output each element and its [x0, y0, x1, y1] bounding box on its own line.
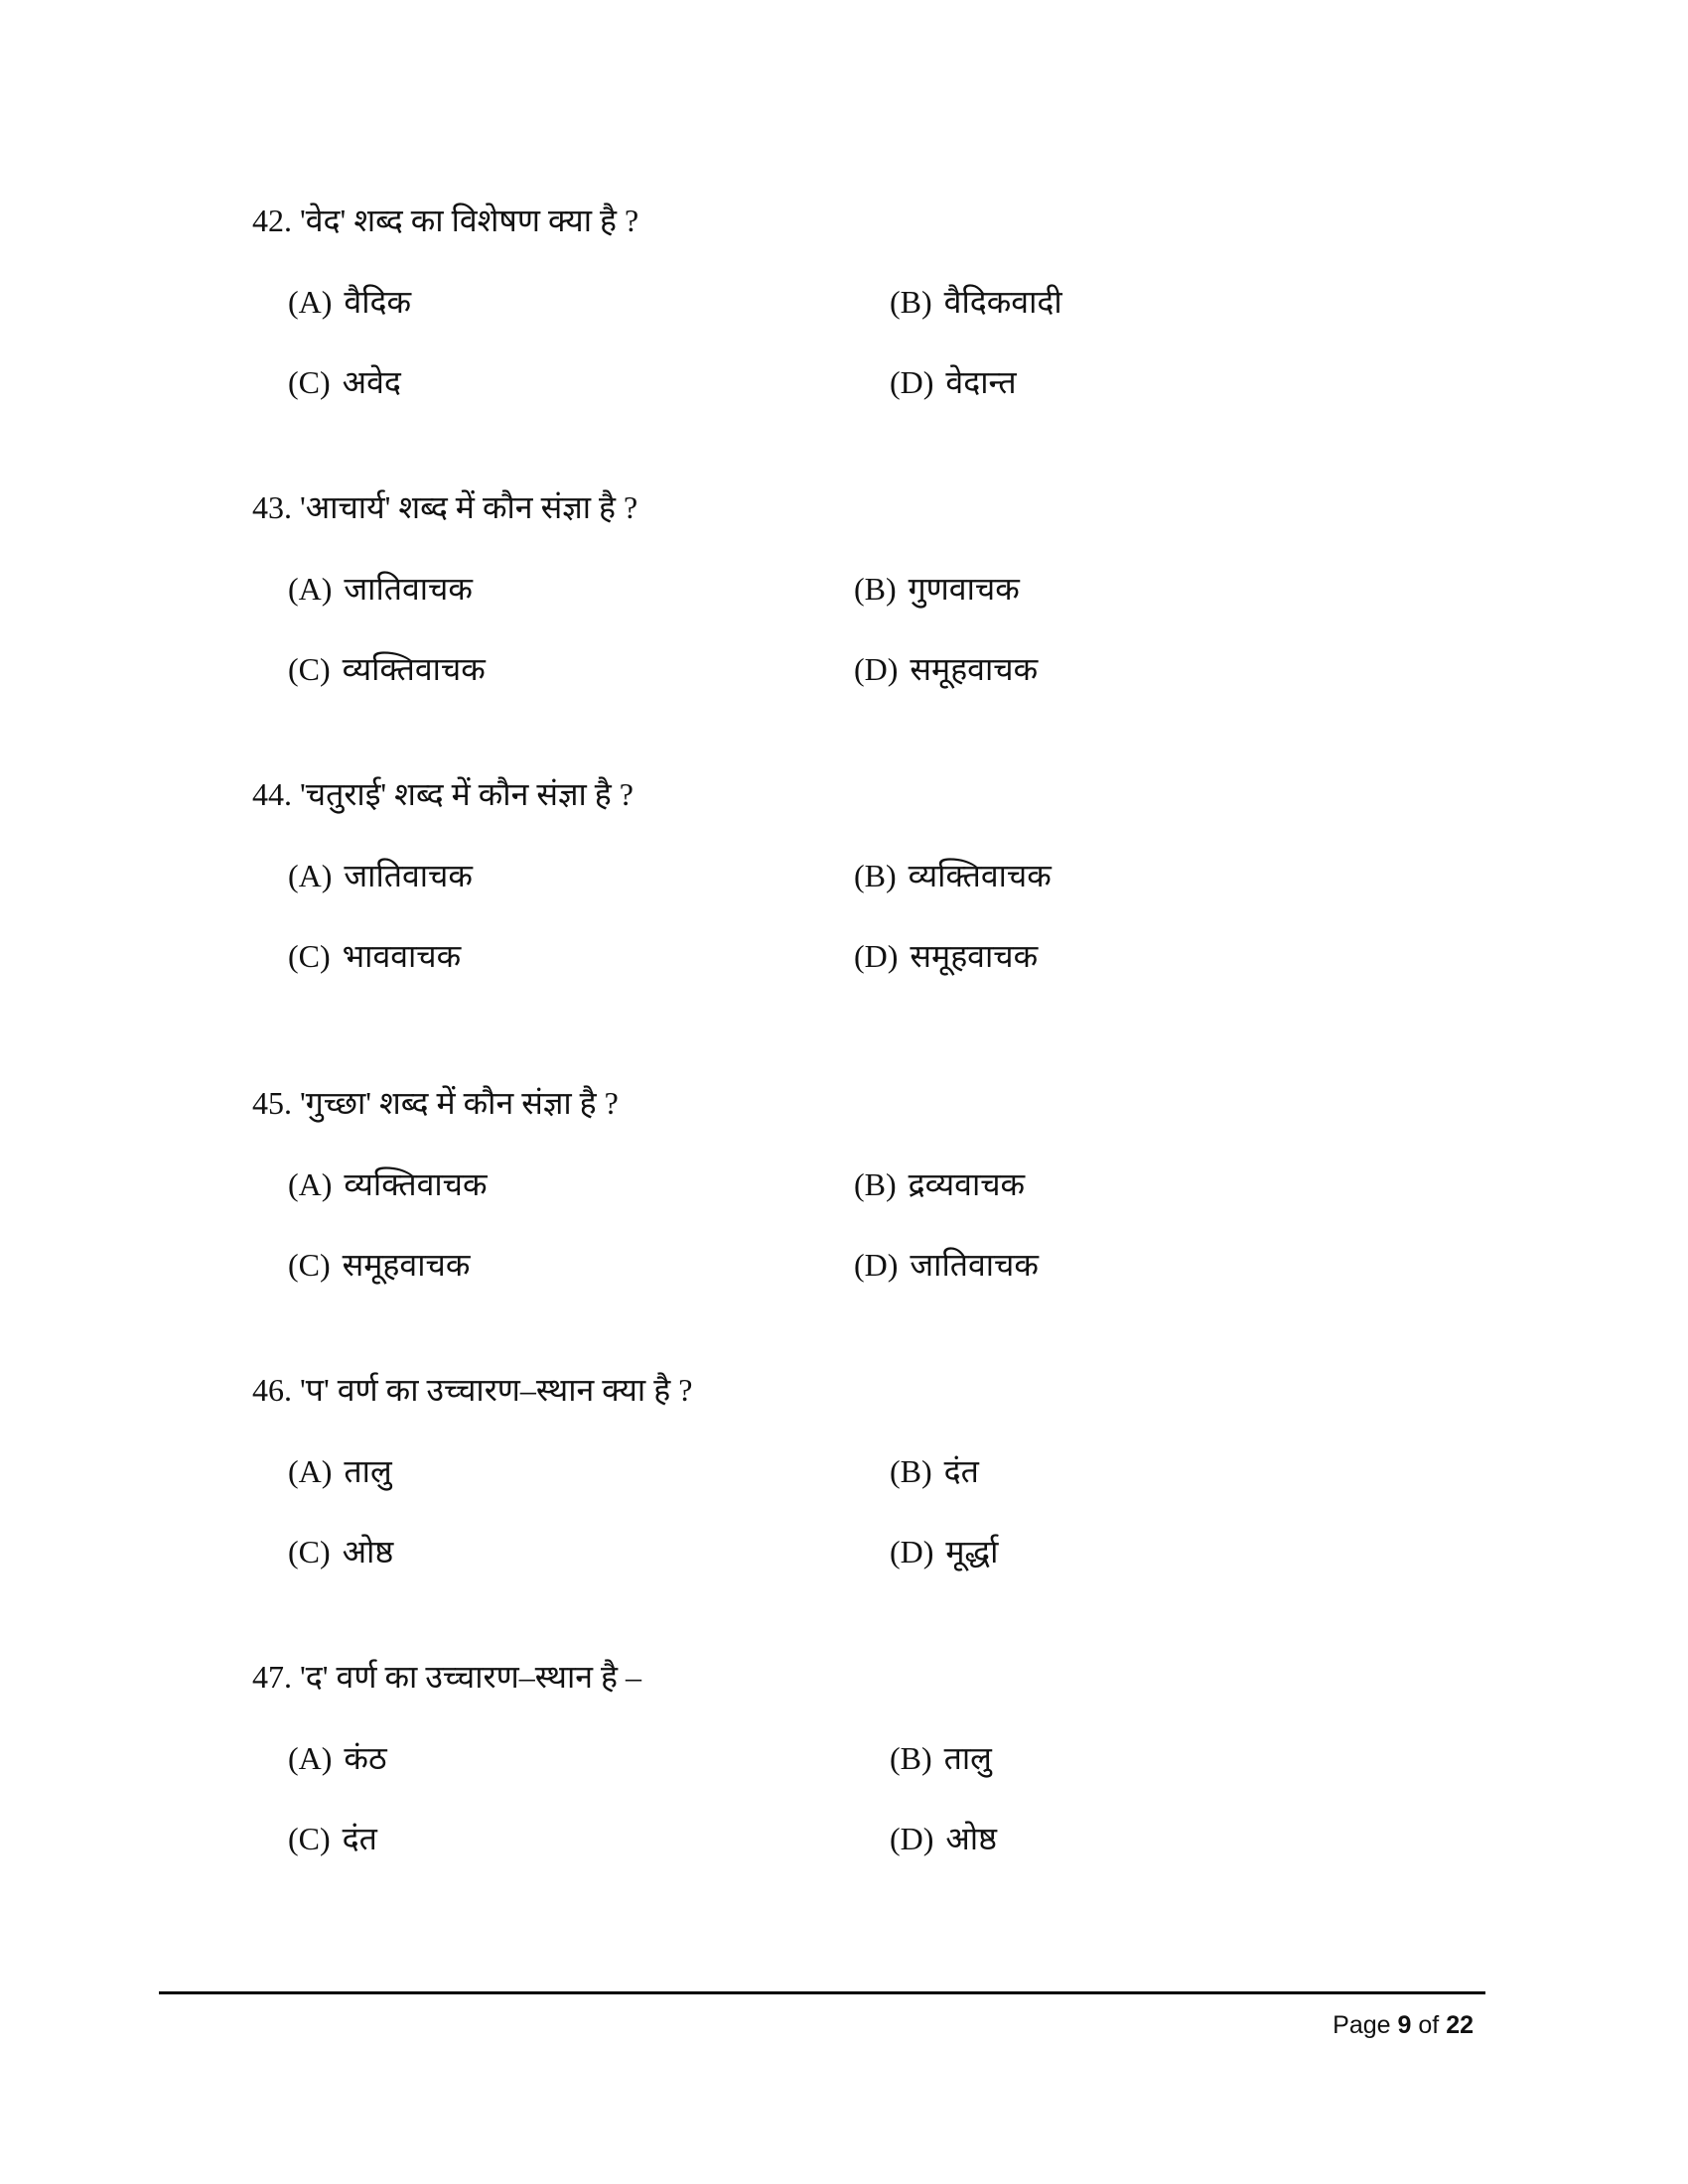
option-label: (C)	[288, 1247, 331, 1283]
option-text: समूहवाचक	[342, 1247, 471, 1283]
option-b	[854, 856, 1052, 895]
option-text: व्यक्तिवाचक	[344, 1166, 488, 1202]
option-text: अवेद	[342, 364, 401, 400]
option-text: मूर्द्धा	[945, 1534, 999, 1570]
page-prefix: Page	[1333, 2011, 1391, 2039]
total-pages: 22	[1446, 2011, 1474, 2039]
option-c	[288, 1532, 393, 1571]
option-c	[288, 1245, 470, 1285]
page-of: of	[1418, 2011, 1440, 2039]
option-c	[288, 1819, 377, 1858]
option-b	[890, 1451, 979, 1491]
option-label: (C)	[288, 1534, 331, 1570]
option-label: (D)	[890, 364, 934, 400]
option-b	[890, 282, 1062, 322]
option-text: गुणवाचक	[908, 571, 1020, 607]
question-44	[252, 774, 633, 814]
option-text: समूहवाचक	[910, 651, 1039, 687]
question-text: 'चतुराई' शब्द में कौन संज्ञा है ?	[300, 776, 633, 812]
option-c	[288, 649, 486, 689]
option-label: (C)	[288, 938, 331, 974]
option-text: समूहवाचक	[910, 938, 1039, 974]
option-label: (C)	[288, 651, 331, 687]
question-47	[252, 1657, 641, 1697]
option-text: द्रव्यवाचक	[908, 1166, 1026, 1202]
option-text: वैदिकवादी	[943, 284, 1062, 320]
option-label: (D)	[854, 651, 899, 687]
option-a	[288, 856, 473, 895]
option-a	[288, 1164, 488, 1204]
option-a	[288, 1451, 392, 1491]
option-text: वेदान्त	[945, 364, 1017, 400]
option-text: तालु	[943, 1740, 992, 1776]
option-label: (B)	[854, 571, 897, 607]
option-text: जातिवाचक	[344, 571, 473, 607]
question-number: 44.	[252, 776, 292, 812]
question-text: 'आचार्य' शब्द में कौन संज्ञा है ?	[300, 489, 638, 525]
option-label: (B)	[854, 1166, 897, 1202]
page-number	[1333, 2011, 1474, 2040]
option-d	[890, 1819, 997, 1858]
option-text: कंठ	[344, 1740, 387, 1776]
question-text: 'प' वर्ण का उच्चारण–स्थान क्या है ?	[300, 1372, 693, 1408]
option-d	[890, 362, 1017, 402]
option-label: (A)	[288, 571, 333, 607]
option-text: व्यक्तिवाचक	[342, 651, 486, 687]
option-label: (C)	[288, 364, 331, 400]
option-label: (A)	[288, 858, 333, 893]
option-text: वैदिक	[344, 284, 412, 320]
option-text: जातिवाचक	[910, 1247, 1039, 1283]
question-text: 'गुच्छा' शब्द में कौन संज्ञा है ?	[300, 1085, 619, 1121]
question-text: 'द' वर्ण का उच्चारण–स्थान है –	[300, 1659, 642, 1695]
option-b	[854, 1164, 1025, 1204]
option-a	[288, 282, 411, 322]
question-45	[252, 1083, 619, 1123]
option-d	[854, 649, 1038, 689]
option-label: (C)	[288, 1821, 331, 1856]
option-d	[854, 1245, 1039, 1285]
question-text: 'वेद' शब्द का विशेषण क्या है ?	[300, 203, 639, 238]
option-text: दंत	[943, 1453, 979, 1489]
footer-divider	[159, 1991, 1485, 1994]
question-43	[252, 487, 637, 527]
question-number: 45.	[252, 1085, 292, 1121]
option-label: (A)	[288, 1166, 333, 1202]
question-number: 46.	[252, 1372, 292, 1408]
question-number: 47.	[252, 1659, 292, 1695]
option-text: जातिवाचक	[344, 858, 473, 893]
option-label: (D)	[854, 1247, 899, 1283]
option-c	[288, 362, 401, 402]
option-text: दंत	[342, 1821, 377, 1856]
question-number: 42.	[252, 203, 292, 238]
question-number: 43.	[252, 489, 292, 525]
option-label: (A)	[288, 284, 333, 320]
option-b	[890, 1738, 992, 1778]
option-d	[854, 936, 1038, 976]
option-a	[288, 569, 473, 609]
question-46	[252, 1370, 692, 1410]
option-d	[890, 1532, 998, 1571]
option-text: व्यक्तिवाचक	[908, 858, 1052, 893]
option-label: (D)	[854, 938, 899, 974]
question-42	[252, 201, 638, 240]
option-b	[854, 569, 1020, 609]
option-text: तालु	[344, 1453, 392, 1489]
option-label: (A)	[288, 1453, 333, 1489]
option-label: (D)	[890, 1534, 934, 1570]
option-text: ओष्ठ	[342, 1534, 394, 1570]
current-page: 9	[1397, 2011, 1412, 2039]
option-c	[288, 936, 461, 976]
option-text: ओष्ठ	[945, 1821, 998, 1856]
option-label: (B)	[890, 1453, 932, 1489]
option-a	[288, 1738, 387, 1778]
option-label: (D)	[890, 1821, 934, 1856]
option-label: (B)	[854, 858, 897, 893]
option-label: (B)	[890, 1740, 932, 1776]
option-text: भाववाचक	[342, 938, 462, 974]
option-label: (B)	[890, 284, 932, 320]
option-label: (A)	[288, 1740, 333, 1776]
